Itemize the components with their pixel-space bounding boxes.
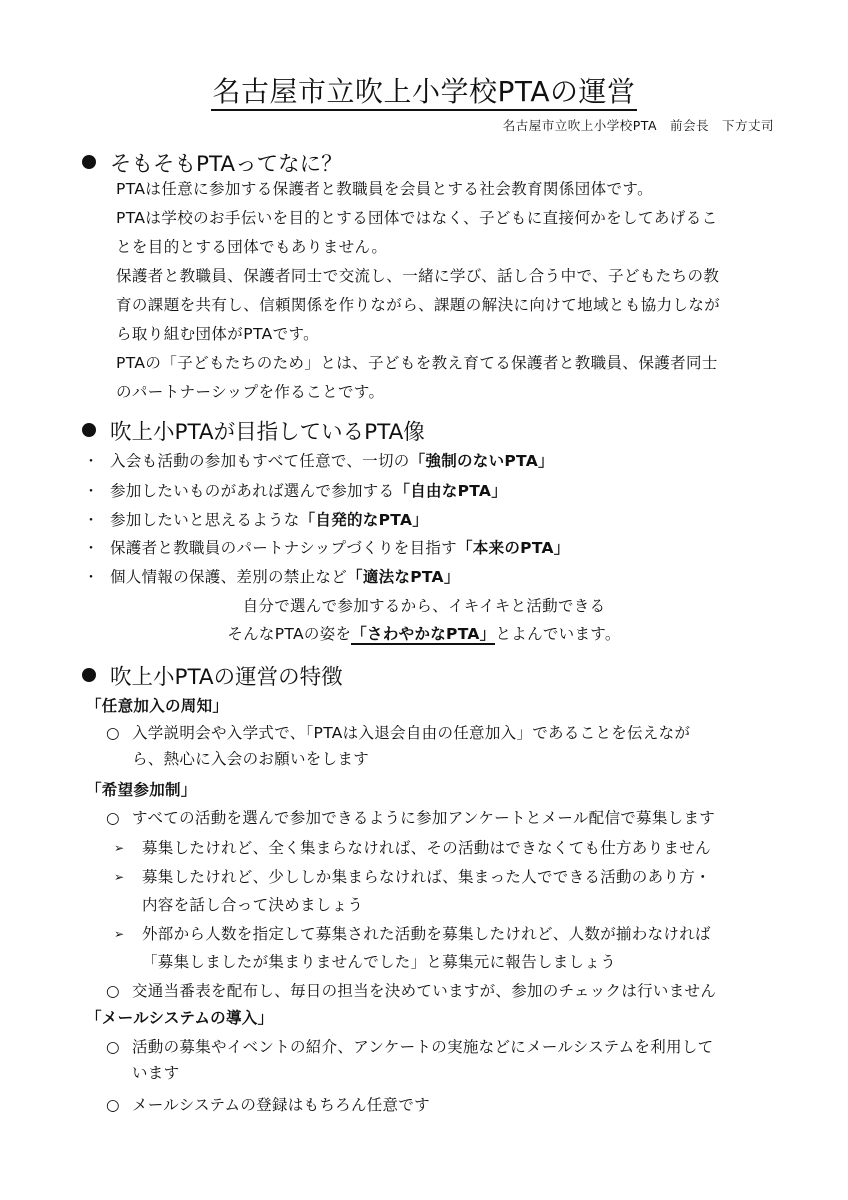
section-heading-operation: 吹上小PTAの運営の特徴 — [82, 660, 343, 691]
list-subitem: ➢ 募集したけれど、全く集まらなければ、その活動はできなくても仕方ありません — [114, 834, 774, 862]
goal-item: ・ 個人情報の保護、差別の禁止など「適法なPTA」 — [84, 568, 460, 586]
middle-dot-icon: ・ — [84, 570, 99, 586]
arrow-bullet-icon: ➢ — [114, 870, 125, 884]
middle-dot-icon: ・ — [84, 484, 99, 500]
list-subitem: ➢ 外部から人数を指定して募集された活動を募集したけれど、人数が揃わなければ 「募集しましたが集まりませんでした」と募集元に報告しましょう — [114, 920, 774, 976]
subheading-mail-system: 「メールシステムの導入」 — [86, 1009, 274, 1027]
circle-bullet-icon: ○ — [106, 982, 120, 1000]
circle-bullet-icon: ○ — [106, 1096, 120, 1114]
paragraph-line: とを目的とする団体でもありません。 — [116, 238, 388, 256]
arrow-bullet-icon: ➢ — [114, 927, 125, 941]
circle-bullet-icon: ○ — [106, 724, 120, 742]
subheading-opt-in-participation: 「希望参加制」 — [86, 781, 197, 799]
paragraph-line: 育の課題を共有し、信頼関係を作りながら、課題の解決に向けて地域とも協力しなが — [116, 296, 721, 314]
author-line: 名古屋市立吹上小学校PTA 前会長 下方丈司 — [502, 118, 774, 133]
arrow-bullet-icon: ➢ — [114, 841, 125, 855]
goal-item: ・ 入会も活動の参加もすべて任意で、一切の「強制のないPTA」 — [84, 452, 554, 470]
closing-line-2: そんなPTAの姿を「さわやかなPTA」とよんでいます。 — [227, 625, 621, 643]
circle-bullet-icon: ○ — [106, 809, 120, 827]
paragraph-line: のパートナーシップを作ることです。 — [116, 383, 385, 401]
paragraph-line: PTAは学校のお手伝いを目的とする団体ではなく、子どもに直接何かをしてあげるこ — [116, 209, 718, 227]
bullet-dot-icon — [82, 155, 96, 169]
goal-item: ・ 参加したいと思えるような「自発的なPTA」 — [84, 511, 429, 529]
paragraph-line: PTAの「子どもたちのため」とは、子どもを教え育てる保護者と教職員、保護者同士 — [116, 354, 718, 372]
closing-line-1: 自分で選んで参加するから、イキイキと活動できる — [242, 597, 606, 615]
middle-dot-icon: ・ — [84, 541, 99, 557]
list-item: ○ 活動の募集やイベントの紹介、アンケートの実施などにメールシステムを利用して います — [106, 1034, 776, 1086]
bullet-dot-icon — [82, 668, 96, 682]
emphasis-sawayaka-pta: 「さわやかなPTA」 — [351, 625, 496, 643]
list-subitem: ➢ 募集したけれど、少ししか集まらなければ、集まった人でできる活動のあり方・ 内容を話し合って決めましょう — [114, 863, 774, 919]
paragraph-line: 保護者と教職員、保護者同士で交流し、一緒に学び、話し合う中で、子どもたちの教 — [116, 267, 720, 285]
section-what-is-pta-body — [116, 175, 776, 407]
middle-dot-icon: ・ — [84, 513, 99, 529]
document-title: 名古屋市立吹上小学校PTAの運営 — [0, 70, 848, 110]
goal-item: ・ 参加したいものがあれば選んで参加する「自由なPTA」 — [84, 482, 508, 500]
subheading-voluntary-membership: 「任意加入の周知」 — [86, 697, 229, 715]
section-heading-what-is-pta: そもそもPTAってなに？ — [82, 147, 343, 178]
section-heading-ideal-pta: 吹上小PTAが目指しているPTA像 — [82, 415, 425, 446]
list-item: ○ 入学説明会や入学式で、「PTAは入退会自由の任意加入」であることを伝えなが ら、熱心に入会のお願いをします — [106, 720, 776, 772]
paragraph-line: ら取り組む団体がPTAです。 — [116, 325, 320, 343]
list-item: ○ メールシステムの登録はもちろん任意です — [106, 1092, 776, 1118]
list-item: ○ すべての活動を選んで参加できるように参加アンケートとメール配信で募集します — [106, 805, 776, 831]
middle-dot-icon: ・ — [84, 454, 99, 470]
goal-item: ・ 保護者と教職員のパートナシップづくりを目指す「本来のPTA」 — [84, 539, 570, 557]
list-item: ○ 交通当番表を配布し、毎日の担当を決めていますが、参加のチェックは行いません — [106, 978, 776, 1004]
bullet-dot-icon — [82, 423, 96, 437]
paragraph-line: PTAは任意に参加する保護者と教職員を会員とする社会教育関係団体です。 — [116, 180, 653, 198]
circle-bullet-icon: ○ — [106, 1038, 120, 1056]
